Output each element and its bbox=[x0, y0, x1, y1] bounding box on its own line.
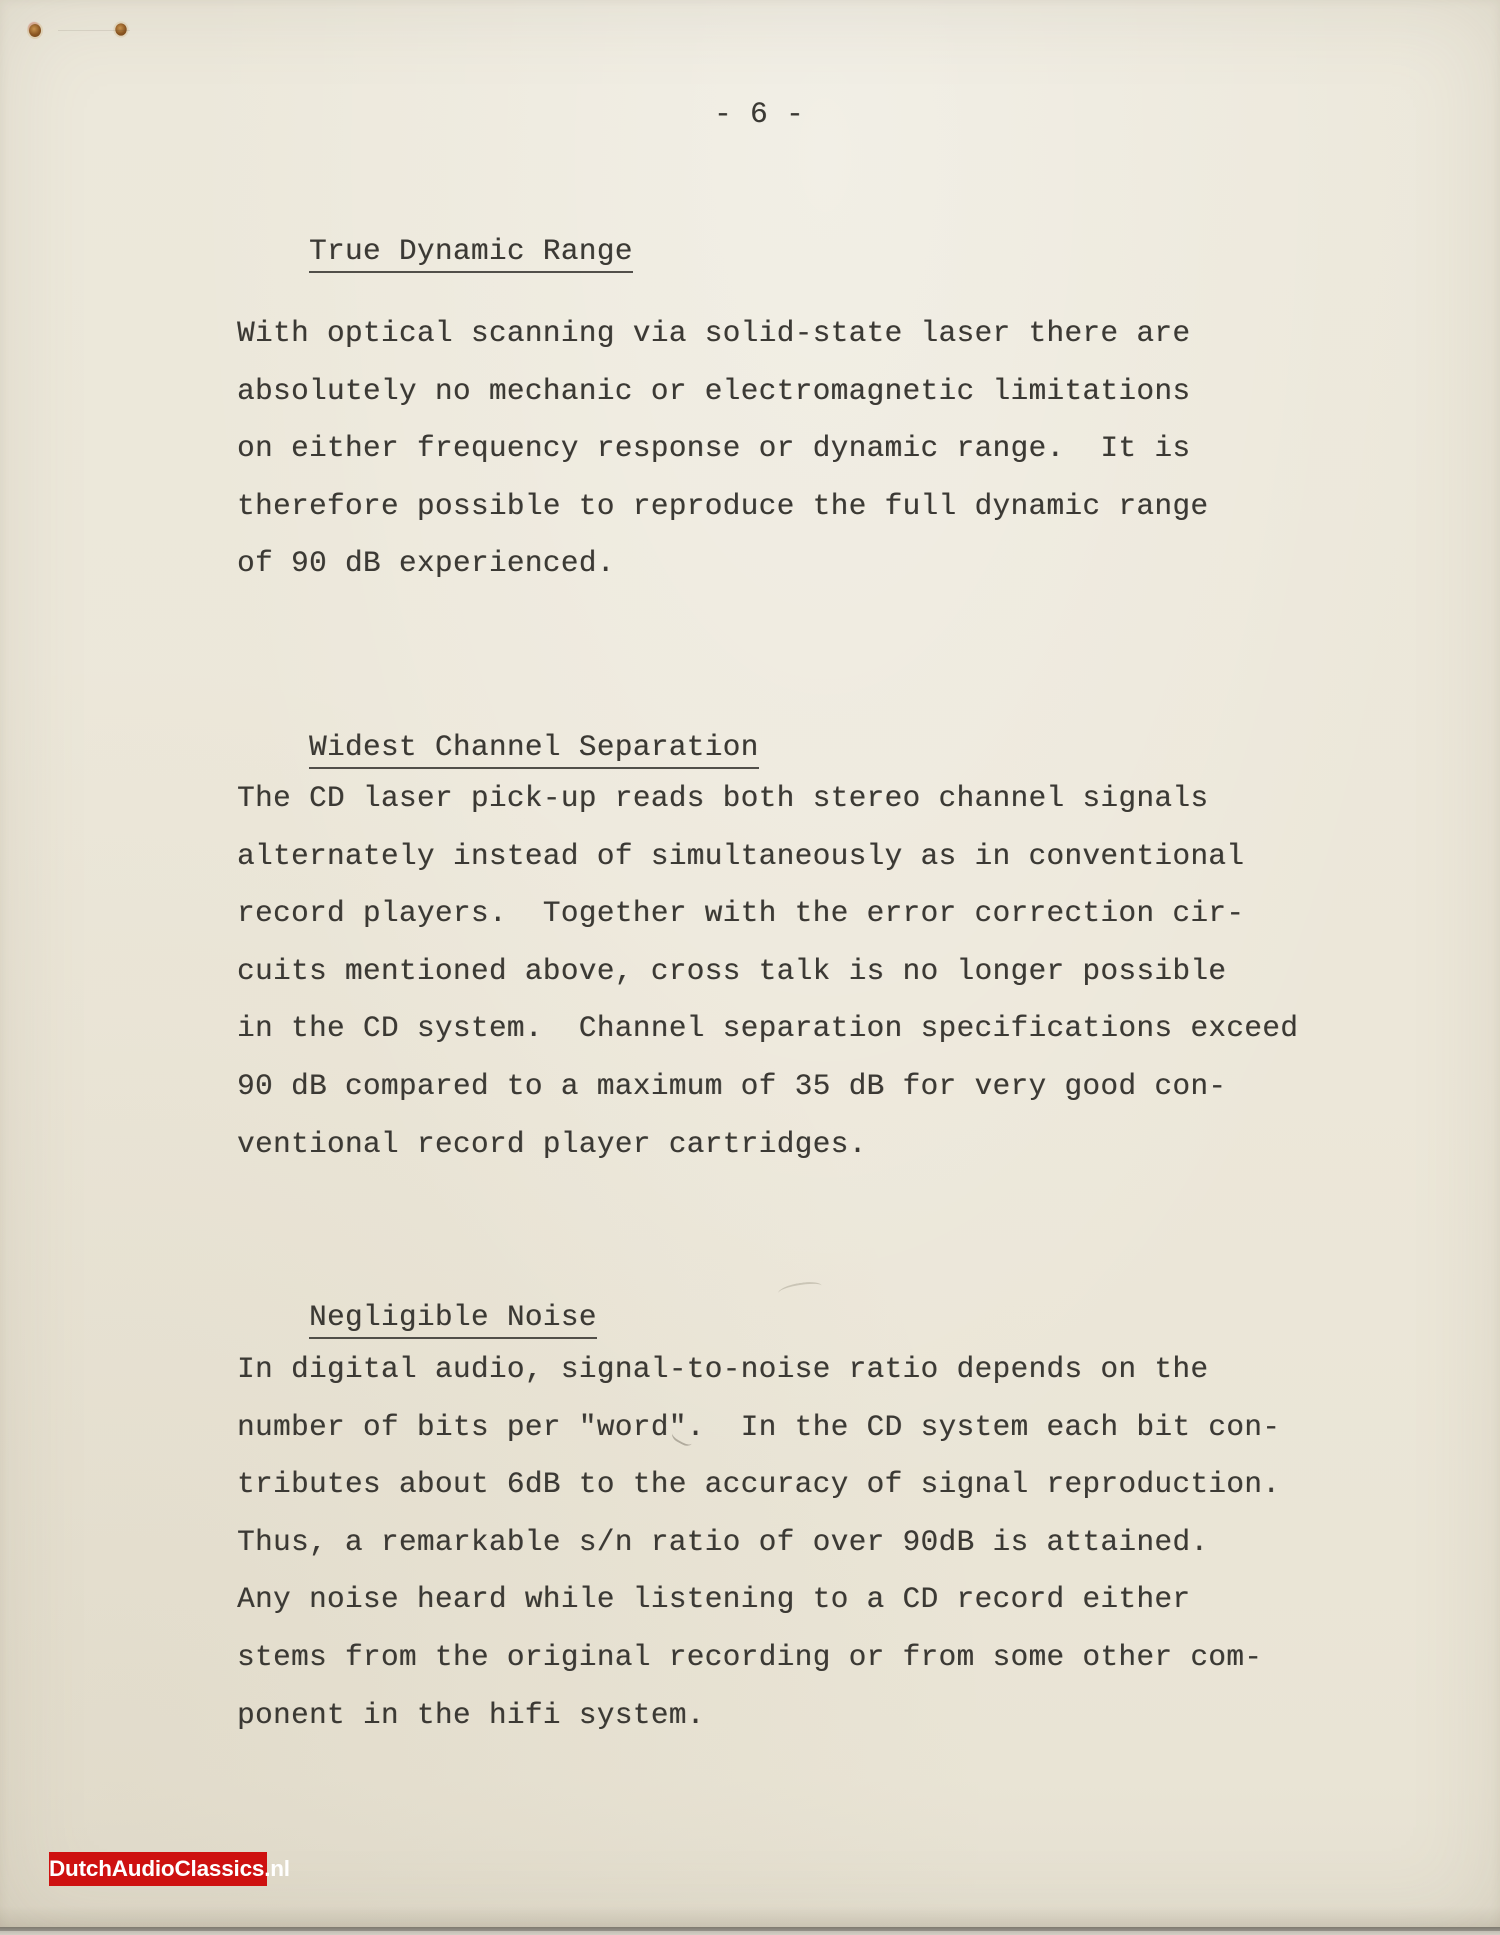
section-heading-label: Negligible Noise bbox=[309, 1301, 597, 1339]
text-line: number of bits per "word". In the CD system each bit con- bbox=[237, 1410, 1281, 1444]
pencil-smudge-above-heading bbox=[777, 1280, 822, 1299]
paragraph-widest-channel-separation bbox=[237, 770, 1460, 1173]
section-heading-true-dynamic-range bbox=[237, 202, 633, 306]
text-line: alternately instead of simultaneously as in conventional bbox=[237, 839, 1245, 873]
text-line: record players. Together with the error correction cir- bbox=[237, 897, 1245, 931]
staple-hole-left bbox=[29, 24, 41, 37]
text-line: stems from the original recording or from some other com- bbox=[237, 1640, 1263, 1674]
text-line: Any noise heard while listening to a CD record either bbox=[237, 1583, 1191, 1617]
text-line: in the CD system. Channel separation specifications exceed bbox=[237, 1012, 1299, 1046]
text-line: on either frequency response or dynamic range. It is bbox=[237, 432, 1191, 466]
text-line: The CD laser pick-up reads both stereo channel signals bbox=[237, 782, 1209, 815]
page-number: - 6 - bbox=[714, 98, 804, 131]
text-line: of 90 dB experienced. bbox=[237, 547, 615, 581]
scanner-background-strip bbox=[0, 1931, 1500, 1935]
text-line: cuits mentioned above, cross talk is no longer possible bbox=[237, 954, 1227, 988]
text-line: With optical scanning via solid-state laser there are bbox=[237, 317, 1191, 350]
text-line: ventional record player cartridges. bbox=[237, 1127, 867, 1161]
section-heading-label: Widest Channel Separation bbox=[309, 731, 759, 769]
text-line: tributes about 6dB to the accuracy of signal reproduction. bbox=[237, 1468, 1281, 1502]
text-line: Thus, a remarkable s/n ratio of over 90dB is attained. bbox=[237, 1525, 1209, 1559]
text-line: 90 dB compared to a maximum of 35 dB for very good con- bbox=[237, 1069, 1227, 1103]
section-heading-label: True Dynamic Range bbox=[309, 235, 633, 273]
text-line: therefore possible to reproduce the full dynamic range bbox=[237, 489, 1209, 523]
watermark-badge: DutchAudioClassics.nl bbox=[49, 1852, 267, 1886]
paragraph-negligible-noise bbox=[237, 1341, 1460, 1744]
paragraph-true-dynamic-range bbox=[237, 305, 1460, 593]
text-line: ponent in the hifi system. bbox=[237, 1698, 705, 1732]
paper-scratch bbox=[58, 30, 130, 31]
scan-bottom-shadow bbox=[0, 1906, 1500, 1928]
text-line: In digital audio, signal-to-noise ratio depends on the bbox=[237, 1353, 1209, 1386]
text-line: absolutely no mechanic or electromagnetic limitations bbox=[237, 374, 1191, 408]
